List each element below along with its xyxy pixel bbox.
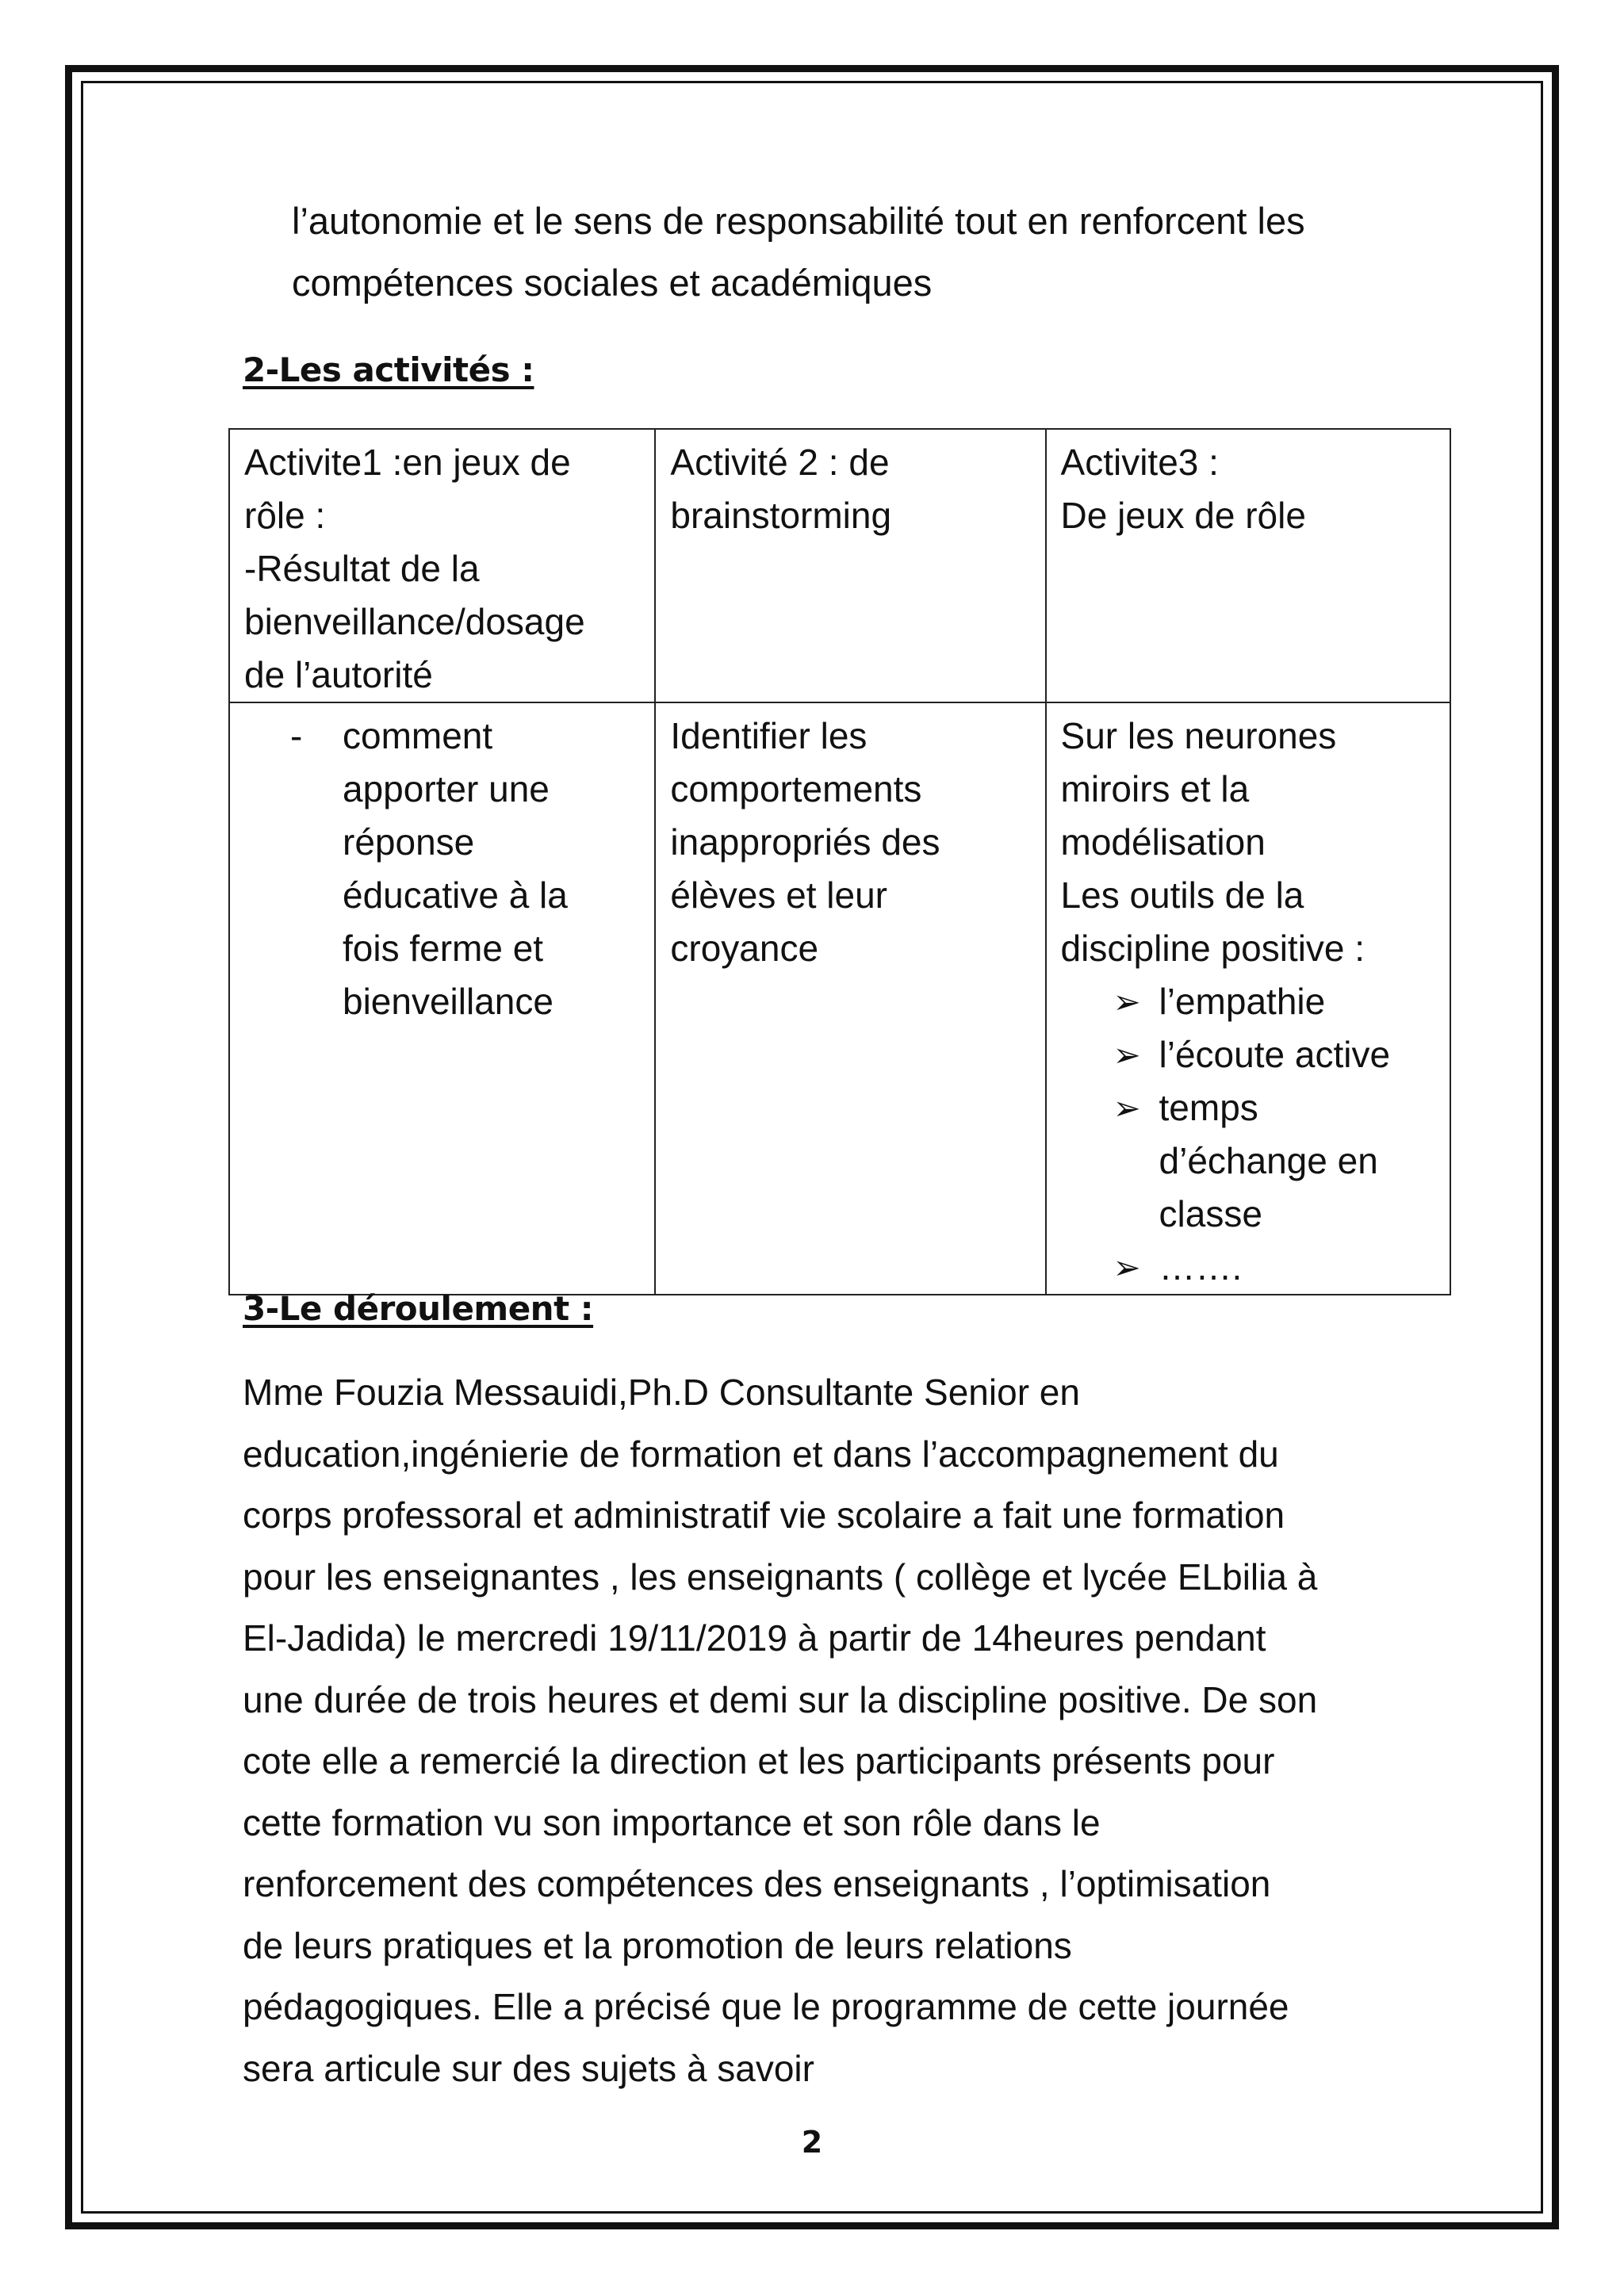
cell-line: apporter une xyxy=(343,768,550,809)
paragraph-line: une durée de trois heures et demi sur la discipline positive. De son xyxy=(243,1678,1318,1720)
cell-line: Identifier les xyxy=(670,715,868,756)
list-item-text: classe xyxy=(1159,1193,1262,1234)
cell-activity-1-title xyxy=(229,429,655,702)
list-item-text: l’empathie xyxy=(1159,981,1326,1022)
arrow-bullet-icon: ➢ xyxy=(1113,983,1141,1020)
table-row-body xyxy=(229,702,1450,1295)
cell-line: bienveillance xyxy=(343,981,553,1022)
page-number: 2 xyxy=(801,2125,823,2160)
cell-line: comportements xyxy=(670,768,922,809)
list-item-text: ……. xyxy=(1159,1246,1243,1288)
cell-line: bienveillance/dosage xyxy=(244,601,585,642)
paragraph-line: pédagogiques. Elle a précisé que le programme de cette journée xyxy=(243,1986,1289,2027)
cell-activity-1-content xyxy=(229,702,655,1295)
cell-line: élèves et leur xyxy=(670,874,887,916)
arrow-bullet-icon: ➢ xyxy=(1113,1249,1141,1286)
deroulement-paragraph xyxy=(243,1362,1448,2099)
cell-line: miroirs et la xyxy=(1060,768,1250,809)
cell-line: discipline positive : xyxy=(1060,928,1365,969)
cell-line: Activite1 :en jeux de xyxy=(244,442,571,483)
paragraph-line: Mme Fouzia Messauidi,Ph.D Consultante Senior en xyxy=(243,1372,1080,1413)
paragraph-line: corps professoral et administratif vie scolaire a fait une formation xyxy=(243,1494,1285,1536)
cell-activity-2-content xyxy=(655,702,1045,1295)
list-item xyxy=(1061,975,1437,1028)
paragraph-line: El-Jadida) le mercredi 19/11/2019 à partir de 14heures pendant xyxy=(243,1617,1266,1659)
paragraph-line: pour les enseignantes , les enseignants ( collège et lycée ELbilia à xyxy=(243,1556,1318,1598)
paragraph-line: renforcement des compétences des enseignants , l’optimisation xyxy=(243,1863,1271,1904)
arrow-bullet-list xyxy=(1061,975,1437,1294)
section-title-deroulement: 3-Le déroulement : xyxy=(243,1289,594,1328)
intro-line: compétences sociales et académiques xyxy=(292,262,933,304)
paragraph-line: cette formation vu son importance et son rôle dans le xyxy=(243,1801,1101,1843)
list-item xyxy=(1061,1081,1437,1241)
paragraph-line: cote elle a remercié la direction et les participants présents pour xyxy=(243,1740,1275,1781)
intro-paragraph xyxy=(292,190,1442,314)
cell-line: éducative à la xyxy=(343,874,568,916)
paragraph-line: education,ingénierie de formation et dans l’accompagnement du xyxy=(243,1433,1279,1475)
section-title-activities: 2-Les activités : xyxy=(243,350,534,389)
activities-table xyxy=(228,428,1451,1295)
cell-line: Activité 2 : de xyxy=(670,442,890,483)
cell-line: croyance xyxy=(670,928,819,969)
cell-line: inappropriés des xyxy=(670,821,940,863)
cell-line: De jeux de rôle xyxy=(1060,495,1306,536)
arrow-bullet-icon: ➢ xyxy=(1113,1036,1141,1073)
arrow-bullet-icon: ➢ xyxy=(1113,1089,1141,1127)
paragraph-line: de leurs pratiques et la promotion de leurs relations xyxy=(243,1924,1072,1966)
cell-line: Les outils de la xyxy=(1060,874,1304,916)
cell-line: rôle : xyxy=(244,495,326,536)
list-item-text: l’écoute active xyxy=(1159,1034,1391,1075)
list-item xyxy=(1061,1028,1437,1081)
dash-list-item xyxy=(244,710,642,1028)
table-row-header xyxy=(229,429,1450,702)
cell-activity-3-content xyxy=(1046,702,1450,1295)
dash-bullet-icon: - xyxy=(290,715,303,756)
list-item xyxy=(1061,1241,1437,1294)
cell-line: -Résultat de la xyxy=(244,548,480,589)
list-item-text: temps xyxy=(1159,1087,1258,1128)
cell-line: de l’autorité xyxy=(244,654,433,695)
cell-line: modélisation xyxy=(1060,821,1266,863)
list-item-text: d’échange en xyxy=(1159,1140,1378,1181)
cell-line: comment xyxy=(343,715,493,756)
cell-line: brainstorming xyxy=(670,495,892,536)
cell-activity-3-title xyxy=(1046,429,1450,702)
cell-line: réponse xyxy=(343,821,475,863)
cell-line: Activite3 : xyxy=(1060,442,1219,483)
cell-activity-2-title xyxy=(655,429,1045,702)
cell-line: Sur les neurones xyxy=(1060,715,1337,756)
cell-line: fois ferme et xyxy=(343,928,544,969)
paragraph-line: sera articule sur des sujets à savoir xyxy=(243,2047,814,2089)
intro-line: l’autonomie et le sens de responsabilité tout en renforcent les xyxy=(292,200,1305,242)
